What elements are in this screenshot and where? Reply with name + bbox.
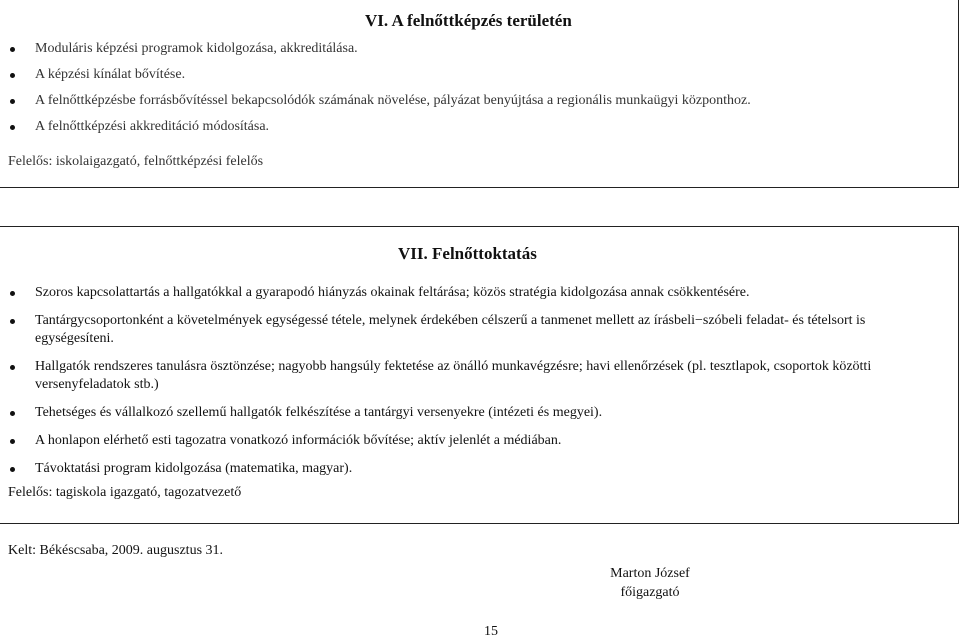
list-item: Tantárgycsoportonként a követelmények egységessé tétele, melynek érdekében célszerű a tanmenet mellett az írásbeli−szóbeli feladat- és tételsort is egységesíteni. <box>0 312 945 348</box>
document-date: Kelt: Békéscsaba, 2009. augusztus 31. <box>8 543 224 558</box>
list-item: A képzési kínálat bővítése. <box>0 67 950 83</box>
signature-block <box>590 564 710 602</box>
section-6-responsible: Felelős: iskolaigazgató, felnőttképzési felelős <box>8 154 264 169</box>
list-item: A felnőttképzési akkreditáció módosítása. <box>0 119 950 135</box>
section-7-box <box>0 226 959 524</box>
signer-name: Marton József <box>610 566 690 581</box>
section-6-box <box>0 0 959 188</box>
section-7-responsible: Felelős: tagiskola igazgató, tagozatvezető <box>8 485 242 500</box>
list-item: Moduláris képzési programok kidolgozása, akkreditálása. <box>0 41 950 57</box>
list-item: Tehetséges és vállalkozó szellemű hallgatók felkészítése a tantárgyi versenyekre (intézeti és megyei). <box>0 404 945 422</box>
section-7-list <box>0 284 945 488</box>
section-6-list <box>0 41 950 145</box>
list-item: Szoros kapcsolattartás a hallgatókkal a gyarapodó hiányzás okainak feltárása; közös stratégia kidolgozása annak csökkentésére. <box>0 284 945 302</box>
list-item: A felnőttképzésbe forrásbővítéssel bekapcsolódók számának növelése, pályázat benyújtása a regionális munkaügyi központhoz. <box>0 93 950 109</box>
list-item: A honlapon elérhető esti tagozatra vonatkozó információk bővítése; aktív jelenlét a médiában. <box>0 432 945 450</box>
section-6-title: VI. A felnőttképzés területén <box>365 11 572 30</box>
list-item: Távoktatási program kidolgozása (matematika, magyar). <box>0 460 945 478</box>
page-number: 15 <box>484 624 498 639</box>
signer-title: főigazgató <box>620 585 680 600</box>
section-7-title: VII. Felnőttoktatás <box>398 244 537 263</box>
list-item: Hallgatók rendszeres tanulásra ösztönzése; nagyobb hangsúly fektetése az önálló munkavégzésre; havi ellenőrzések (pl. tesztlapok, csoportok közötti versenyfeladatok stb.) <box>0 358 945 394</box>
